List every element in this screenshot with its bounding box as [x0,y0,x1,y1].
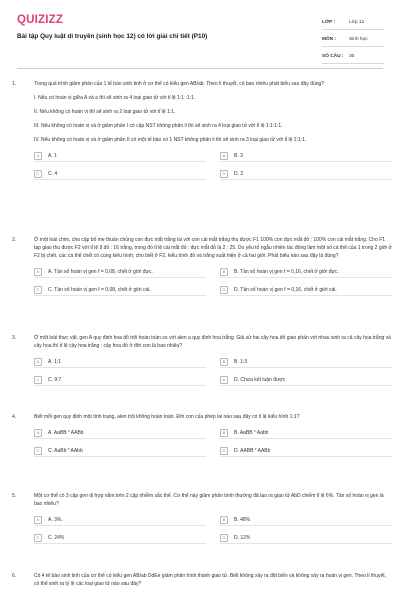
option-letter-badge: A [34,358,42,366]
option-letter-badge: A [34,429,42,437]
option-text: A. AaBB ˟ AABb [48,429,84,436]
question-text [34,413,392,421]
question-paragraph: Có 4 tế bào sinh tinh của cơ thể có kiểu gen AB/ab DdEe giảm phân hình thành giao tử. Biết không xảy ra đột biến và không xảy ra hoán vị gen. Theo lí thuyết, có thể sinh ra tỷ lệ các loại giao tử nào sau đây? [34,573,387,587]
option-letter-badge: B [220,358,228,366]
question-1 [12,80,392,180]
answer-option-b[interactable] [220,266,392,278]
meta-panel [322,16,384,67]
question-paragraph: Trong quá trình giảm phân của 1 tế bào sinh tinh ở cơ thể có kiểu gen AB/ab. Theo lí thuyết, có bao nhiêu phát biểu sau đây đúng? [34,81,325,87]
option-letter-badge: A [34,152,42,160]
question-paragraph: IV. Nếu không có hoán vị và ở giảm phân II có một tế bào có 1 NST không phân li thì sẽ sinh ra 3 loại giao tử với tỉ lệ 2:1:1. [34,137,307,143]
option-text: C. Tần số hoán vị gen f = 0,08, chết ở giới cái. [48,286,151,293]
answer-option-c[interactable] [34,284,206,296]
option-text: D. Chưa kết luận được [234,376,286,383]
answer-option-c[interactable] [34,445,206,457]
quizizz-logo: QUIZIZZ [17,14,64,26]
answer-option-d[interactable] [220,168,392,180]
option-text: A. 3%. [48,516,63,523]
option-letter-badge: B [220,152,228,160]
question-number: 4. [12,414,17,420]
meta-key: MÔN : [322,37,337,42]
answer-options [34,514,392,544]
option-letter-badge: B [220,268,228,276]
option-letter-badge: A [34,268,42,276]
answer-option-a[interactable] [34,514,206,526]
option-text: C. AaBb ˟ AAbb [48,447,83,454]
option-letter-badge: A [34,516,42,524]
meta-row-count [322,50,384,64]
option-text: D. AABB ˟ AABb [234,447,271,454]
answer-options [34,427,392,457]
answer-option-d[interactable] [220,532,392,544]
question-paragraph: II. Nếu không có hoán vị thì sẽ sinh ra 2 loại giao tử với tỉ lệ 1:1. [34,109,176,115]
option-letter-badge: D [220,534,228,542]
question-text [34,236,392,260]
meta-key: SỐ CÂU : [322,54,344,59]
answer-option-d[interactable] [220,445,392,457]
question-number: 5. [12,493,17,499]
option-letter-badge: C [34,170,42,178]
option-letter-badge: D [220,376,228,384]
option-text: B. Tần số hoán vị gen f = 0,16, chết ở giới đực. [234,268,339,275]
question-number: 3. [12,335,17,341]
option-text: B. 48% [234,516,251,523]
question-number: 2. [12,237,17,243]
option-letter-badge: D [220,447,228,455]
answer-option-b[interactable] [220,150,392,162]
question-number: 1. [12,81,17,87]
answer-options [34,266,392,296]
answer-option-a[interactable] [34,427,206,439]
question-paragraph: Một cơ thể có 3 cặp gen dị hợp nằm trên 2 cặp nhiễm sắc thể. Cơ thể này giảm phân bình thường đã tạo ra giao tử AbD chiếm tỉ lệ 6%. Tần số hoán vị gen là bao nhiêu? [34,493,384,507]
option-letter-badge: B [220,429,228,437]
question-5 [12,492,392,544]
meta-row-subject [322,33,384,47]
worksheet-title: Bài tập Quy luật di truyền (sinh học 12) có lời giải chi tiết (P10) [17,33,208,40]
question-text [34,492,392,508]
option-letter-badge: D [220,170,228,178]
question-paragraph: III. Nếu không có hoán vị và ở giảm phân I có cặp NST không phân li thì sẽ sinh ra 4 loại giao tử với tỉ lệ 1:1:1:1. [34,123,283,129]
header-divider [17,68,383,69]
answer-option-a[interactable] [34,356,206,368]
answer-option-d[interactable] [220,284,392,296]
option-text: C. 9:7 [48,376,62,383]
meta-value: 30 [349,54,355,59]
option-text: B. AaBB ˟ Aabb [234,429,269,436]
answer-option-a[interactable] [34,266,206,278]
option-letter-badge: C [34,447,42,455]
option-text: C. 4 [48,170,58,177]
question-paragraph: Biết mỗi gen quy định một tính trạng, alen trội không hoàn toàn. Đời con của phép lai nào sau đây có tỉ lệ kiểu hình 1:1? [34,414,300,420]
option-letter-badge: C [34,376,42,384]
meta-key: LỚP : [322,20,336,25]
question-paragraph: Ở một loài chim, cho cặp bố mẹ thuần chủng con đực mắt trắng lai với con cái mắt trắng thu được F1 100% con đực mắt đỏ : 100% con cái mắt trắng. Cho F1 tạp giao thu được F2 với tỉ lệ 9 đỏ : 16 trắng, trong đó tỉ lệ cái mắt đỏ : đực mắt đỏ là 2 : 25. Do yêu tố ngẫu nhiên tác động làm một số cá thể của 1 trong 2 giới ở F2 bị chết, các cá thể chết có cùng kiểu hình; cho biết ở F2, kiểu hình đỏ và trắng xuất hiện ở cả hai giới. Phát biểu nào sau đây là đúng? [34,237,392,259]
question-2 [12,236,392,296]
question-paragraph: Ở một loài thực vật, gen A quy định hoa đỏ trội hoàn toàn so với alen a quy định hoa trắng. Giả sử hai cây hoa đỏ giao phấn với nhau sinh ra cả cây hoa trắng và cây hoa thì tỉ lệ cây hoa trắng : cây hoa đỏ ở đời con là bao nhiêu? [34,335,391,349]
question-text [34,80,392,144]
option-letter-badge: C [34,534,42,542]
question-3 [12,334,392,386]
option-text: C. 24% [48,534,65,541]
option-text: A. 1:1 [48,358,62,365]
meta-row-class [322,16,384,30]
question-paragraph: I. Nếu có hoán vị giữa A và a thì sẽ sinh ra 4 loại giao tử với tỉ lệ 1:1 :1:1. [34,95,196,101]
question-4 [12,413,392,457]
option-text: D. Tần số hoán vị gen f = 0,16, chết ở giới cái. [234,286,337,293]
answer-options [34,356,392,386]
answer-option-b[interactable] [220,427,392,439]
answer-option-d[interactable] [220,374,392,386]
option-letter-badge: C [34,286,42,294]
answer-option-b[interactable] [220,356,392,368]
answer-option-c[interactable] [34,532,206,544]
option-text: D. 12% [234,534,251,541]
answer-option-c[interactable] [34,168,206,180]
answer-options [34,150,392,180]
meta-value: Lớp 12 [349,20,365,25]
option-text: A. Tần số hoán vị gen f = 0,08, chết ở giới đực. [48,268,153,275]
option-text: B. 3 [234,152,243,159]
question-6 [12,572,392,594]
answer-option-b[interactable] [220,514,392,526]
option-text: B. 1:3 [234,358,248,365]
meta-value: Sinh học [349,37,368,42]
option-text: A. 1 [48,152,57,159]
option-letter-badge: B [220,516,228,524]
question-text [34,572,392,588]
answer-option-c[interactable] [34,374,206,386]
question-number: 6. [12,573,17,579]
option-letter-badge: D [220,286,228,294]
answer-option-a[interactable] [34,150,206,162]
question-text [34,334,392,350]
option-text: D. 2 [234,170,244,177]
